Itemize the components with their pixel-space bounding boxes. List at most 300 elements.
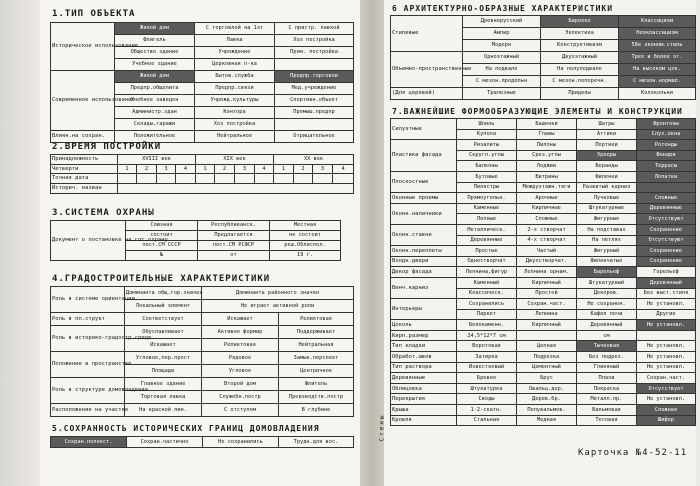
table-cell: Слух.окна bbox=[637, 129, 696, 140]
table-row bbox=[51, 378, 354, 391]
table-cell: 1 bbox=[118, 165, 137, 174]
table-cell bbox=[275, 59, 354, 71]
table-cell: Сложные bbox=[517, 214, 577, 225]
table-cell: Угловое,пер.прост bbox=[125, 352, 202, 365]
table-cell: Администр.здан bbox=[115, 107, 195, 119]
table-cell: 24,5*12*7 см bbox=[457, 330, 517, 341]
table-cell: Сохран.част. bbox=[517, 299, 577, 310]
table-cell: Металл.пр. bbox=[577, 394, 637, 405]
table-cell: Одноэтажный bbox=[463, 52, 541, 64]
table-cell: 4 bbox=[176, 165, 196, 174]
table-cell: Штукатурный bbox=[577, 277, 637, 288]
table-cell: Локальный элемент bbox=[125, 300, 202, 313]
construction-time-table bbox=[50, 154, 354, 194]
table-cell: Соответствует bbox=[125, 313, 202, 326]
table-cell bbox=[275, 119, 354, 131]
table-cell: Шпиль bbox=[457, 119, 517, 130]
table-cell: Скругл.углы bbox=[457, 150, 517, 161]
table-cell: Фонари bbox=[637, 150, 696, 161]
table-cell: Штукатурка bbox=[457, 383, 517, 394]
table-cell: Союзная bbox=[126, 221, 198, 231]
table-cell: Не установл. bbox=[637, 362, 696, 373]
table-cell: Нейтральное bbox=[195, 131, 275, 143]
table-row bbox=[51, 437, 354, 448]
table-cell: Каменные bbox=[457, 203, 517, 214]
table-row bbox=[391, 224, 696, 235]
table-cell: Полувальмов. bbox=[517, 405, 577, 416]
table-cell: Деревянный bbox=[577, 320, 637, 331]
card-number: Карточка №4-52-11 bbox=[578, 448, 688, 458]
table-cell: см bbox=[577, 330, 637, 341]
table-cell: Балконы bbox=[457, 161, 517, 172]
table-row bbox=[51, 23, 354, 35]
table-cell: Классицизм bbox=[619, 16, 696, 28]
table-cell: Брус bbox=[517, 373, 577, 384]
walls-group-label: Стены bbox=[378, 413, 386, 442]
table-cell: Приделы bbox=[541, 88, 619, 100]
table-cell: Лоджии bbox=[517, 161, 577, 172]
table-cell: не состоит bbox=[270, 231, 341, 241]
table-cell: Эркеры bbox=[577, 150, 637, 161]
table-cell: Без подрез. bbox=[577, 352, 637, 363]
table-cell: Главы bbox=[517, 129, 577, 140]
table-cell: Трудн.для вос. bbox=[279, 437, 354, 448]
table-cell: Декоров. bbox=[577, 288, 637, 299]
table-cell: 2 bbox=[215, 165, 235, 174]
protection-system-table bbox=[50, 220, 341, 261]
table-cell: Искажает bbox=[125, 339, 202, 352]
table-cell: 3 bbox=[235, 165, 255, 174]
table-cell: Промыш.предпр bbox=[275, 107, 354, 119]
table-row bbox=[391, 341, 696, 352]
table-cell: Фигурный bbox=[577, 246, 637, 257]
table-cell: 1 bbox=[196, 165, 215, 174]
table-row bbox=[391, 171, 696, 182]
table-row bbox=[51, 165, 354, 174]
table-cell: Развитый карниз bbox=[577, 182, 637, 193]
table-cell: Сложная bbox=[637, 405, 696, 416]
table-cell: Ошальц.дер. bbox=[517, 383, 577, 394]
table-cell: Частый bbox=[517, 246, 577, 257]
table-cell: Аттики bbox=[577, 129, 637, 140]
row-label: Историческое использование bbox=[51, 23, 115, 71]
table-cell: Площади bbox=[125, 365, 202, 378]
table-cell: Фронтоны bbox=[637, 119, 696, 130]
table-cell: Жилой дом bbox=[115, 23, 195, 35]
table-cell: Пилоны bbox=[517, 140, 577, 151]
table-row bbox=[391, 267, 696, 278]
table-cell: Витрины bbox=[517, 171, 577, 182]
row-label: Интерьеры bbox=[391, 299, 457, 320]
table-cell: Модерн bbox=[463, 40, 541, 52]
table-cell: Бытов.служба bbox=[195, 71, 275, 83]
table-cell: Производств.постр bbox=[279, 391, 354, 404]
table-cell: Цементный bbox=[517, 362, 577, 373]
table-cell: Служебн.постр bbox=[202, 391, 279, 404]
object-type-table bbox=[50, 22, 354, 143]
table-cell: 2 bbox=[294, 165, 313, 174]
table-cell: Деревянные bbox=[637, 203, 696, 214]
table-cell: 1 bbox=[274, 165, 294, 174]
table-cell: Четверти bbox=[51, 165, 118, 174]
elements-and-structures-table bbox=[390, 118, 696, 426]
table-cell: 4 bbox=[255, 165, 274, 174]
section-7-title: 7.ВАЖНЕЙШИЕ ФОРМООБРАЗУЮЩИЕ ЭЛЕМЕНТЫ И КОНСТРУКЦИИ bbox=[392, 107, 683, 116]
table-cell: XIX век bbox=[196, 155, 274, 165]
table-cell: Второй дом bbox=[202, 378, 279, 391]
table-cell: Неоклассицизм bbox=[619, 28, 696, 40]
table-cell: 4-х створчат bbox=[517, 235, 577, 246]
table-cell: Ризалиты bbox=[457, 140, 517, 151]
table-row bbox=[51, 71, 354, 83]
table-row bbox=[51, 174, 354, 184]
table-cell: Пилястры bbox=[457, 182, 517, 193]
table-cell: Колокольни bbox=[619, 88, 696, 100]
table-cell: Точная дата bbox=[51, 174, 118, 184]
table-cell: Не установл. bbox=[637, 352, 696, 363]
table-cell: С торговлей на 1эт bbox=[195, 23, 275, 35]
table-cell: Без выст.стиля bbox=[637, 288, 696, 299]
table-cell: пост.СМ РСФСР bbox=[198, 241, 270, 251]
table-row bbox=[51, 404, 354, 417]
table-row bbox=[391, 352, 696, 363]
row-label: Роль в историко-градостр.среде bbox=[51, 326, 125, 352]
table-cell: Отсутствуют bbox=[637, 235, 696, 246]
table-cell: Не установл. bbox=[637, 394, 696, 405]
table-cell: Не сохранен. bbox=[577, 299, 637, 310]
table-cell: Предлагается bbox=[198, 231, 270, 241]
table-row bbox=[391, 256, 696, 267]
table-cell: Двухэтажный bbox=[541, 52, 619, 64]
table-cell: Церковная п-ка bbox=[195, 59, 275, 71]
table-row bbox=[391, 88, 696, 100]
table-cell: Паркет bbox=[457, 309, 517, 320]
table-cell: Доминанта районного значен bbox=[202, 287, 354, 300]
table-cell: Прямоугольн. bbox=[457, 193, 517, 204]
table-cell: Жилой дом bbox=[115, 71, 195, 83]
table-cell: Глиняный bbox=[577, 362, 637, 373]
table-row bbox=[391, 52, 696, 64]
table-cell: Сохранение bbox=[637, 224, 696, 235]
table-cell: Историч. назван bbox=[51, 184, 118, 194]
table-cell: Сохран.част. bbox=[637, 373, 696, 384]
table-cell: Главное здание bbox=[125, 378, 202, 391]
row-label: Расположение на участке bbox=[51, 404, 125, 417]
row-label: Оконн.наличники bbox=[391, 203, 457, 224]
table-cell: Известковый bbox=[457, 362, 517, 373]
table-cell: Стальная bbox=[457, 415, 517, 426]
table-cell: Дерев.бр. bbox=[517, 394, 577, 405]
table-cell: Ротонды bbox=[637, 140, 696, 151]
table-row bbox=[51, 313, 354, 326]
table-cell: Флигель bbox=[279, 378, 354, 391]
table-cell: 1-2-скатн. bbox=[457, 405, 517, 416]
table-row bbox=[391, 383, 696, 394]
section-5-title: 5.СОХРАННОСТЬ ИСТОРИЧЕСКИХ ГРАНИЦ ДОМОВЛАДЕНИЯ bbox=[52, 424, 320, 433]
table-cell: Эклектика bbox=[541, 28, 619, 40]
table-cell: Бутовые bbox=[457, 171, 517, 182]
table-cell: 3 bbox=[313, 165, 333, 174]
table-row bbox=[51, 155, 354, 165]
row-label: Плоскостные bbox=[391, 171, 457, 192]
row-label: Оконн.ставни bbox=[391, 224, 457, 245]
table-cell: Сохранились bbox=[457, 299, 517, 310]
table-cell: Покраска bbox=[577, 383, 637, 394]
table-cell: Башенки bbox=[517, 119, 577, 130]
table-cell: Угловое bbox=[202, 365, 279, 378]
table-cell: Филенки bbox=[577, 171, 637, 182]
table-row bbox=[391, 362, 696, 373]
table-cell bbox=[313, 174, 333, 184]
table-cell: № bbox=[126, 251, 198, 261]
row-label: Влиян.на сохран. bbox=[51, 131, 115, 143]
table-cell: Флигель bbox=[115, 35, 195, 47]
table-row bbox=[391, 119, 696, 130]
table-cell: Цепная bbox=[517, 341, 577, 352]
table-cell: Простой bbox=[517, 288, 577, 299]
table-cell: Кирпичный bbox=[517, 320, 577, 331]
table-row bbox=[51, 352, 354, 365]
table-cell: 2 bbox=[137, 165, 157, 174]
section-1-title: 1.ТИП ОБЪЕКТА bbox=[52, 9, 136, 19]
table-row bbox=[391, 277, 696, 288]
table-cell: Срез.углы bbox=[517, 150, 577, 161]
row-label: Перекрытия bbox=[391, 394, 457, 405]
table-cell: Филенчатые bbox=[577, 256, 637, 267]
table-cell: Учрежд.культуры bbox=[195, 95, 275, 107]
table-cell bbox=[637, 330, 696, 341]
table-cell bbox=[118, 174, 137, 184]
table-cell: На полуподвале bbox=[541, 64, 619, 76]
table-cell: Учебное заведен bbox=[115, 95, 195, 107]
table-row bbox=[51, 287, 354, 300]
table-cell: Шатры bbox=[577, 119, 637, 130]
table-cell: Веротовая bbox=[457, 341, 517, 352]
table-cell: В глубине bbox=[279, 404, 354, 417]
table-row bbox=[391, 246, 696, 257]
table-cell: С мезон.нормал. bbox=[619, 76, 696, 88]
table-cell: Предпр.общепита bbox=[115, 83, 195, 95]
row-label: (Для церквей) bbox=[391, 88, 463, 100]
table-cell: Предпр.связи bbox=[195, 83, 275, 95]
table-cell: от bbox=[198, 251, 270, 261]
table-cell bbox=[333, 174, 354, 184]
table-cell: XVIII век bbox=[118, 155, 196, 165]
table-row bbox=[391, 320, 696, 331]
table-cell: Мед.учреждение bbox=[275, 83, 354, 95]
table-cell: Ампир bbox=[463, 28, 541, 40]
table-cell: Купола bbox=[457, 129, 517, 140]
row-label: Декор фасада bbox=[391, 267, 457, 278]
table-cell: Бревно bbox=[457, 373, 517, 384]
table-cell: Одностворчат bbox=[457, 256, 517, 267]
table-cell: Тесовая bbox=[577, 415, 637, 426]
table-row bbox=[391, 394, 696, 405]
table-cell: Искажает bbox=[202, 313, 279, 326]
table-cell: С мезон.поперечн. bbox=[541, 76, 619, 88]
table-row bbox=[391, 405, 696, 416]
table-cell: Каменный bbox=[457, 277, 517, 288]
table-cell: Отрицательное bbox=[275, 131, 354, 143]
table-cell: Не играет активной роли bbox=[202, 300, 354, 313]
table-cell bbox=[517, 330, 577, 341]
row-label: Крыша bbox=[391, 405, 457, 416]
table-cell: Плахи bbox=[577, 373, 637, 384]
table-cell: Активно формир bbox=[202, 326, 279, 339]
table-cell: Сохран.частично bbox=[127, 437, 203, 448]
row-label: Документ о постановке на гос.охрану bbox=[51, 221, 126, 261]
table-cell: Вальмовая bbox=[577, 405, 637, 416]
table-cell: Предпр.торговли bbox=[275, 71, 354, 83]
table-cell: Простые bbox=[457, 246, 517, 257]
table-cell: XX век bbox=[274, 155, 354, 165]
table-cell bbox=[215, 174, 235, 184]
table-cell: Веранды bbox=[577, 161, 637, 172]
row-label: Роль в структуре домовладения bbox=[51, 378, 125, 404]
table-cell: Лепнина bbox=[517, 309, 577, 320]
architectural-characteristics-table bbox=[390, 15, 696, 100]
row-label: Кровля bbox=[391, 415, 457, 426]
table-cell: Поддерживает bbox=[279, 326, 354, 339]
row-label: Оконные проемы bbox=[391, 193, 457, 204]
table-cell: Лепнина,фигур bbox=[457, 267, 517, 278]
table-cell: Отсутствует bbox=[637, 383, 696, 394]
table-cell: Не установл. bbox=[637, 299, 696, 310]
table-row bbox=[51, 221, 341, 231]
table-cell: Древнерусский bbox=[463, 16, 541, 28]
row-label: Обработ.швов bbox=[391, 352, 457, 363]
table-cell bbox=[274, 174, 294, 184]
row-label: Цоколь bbox=[391, 320, 457, 331]
table-cell: Шифер bbox=[637, 415, 696, 426]
table-cell: Сохран.полност. bbox=[51, 437, 127, 448]
table-cell: Спортивн.объект bbox=[275, 95, 354, 107]
table-cell: Кирпичные bbox=[517, 203, 577, 214]
row-label: Положение в пространстве bbox=[51, 352, 125, 378]
table-cell: С отступом bbox=[202, 404, 279, 417]
table-row bbox=[391, 299, 696, 310]
table-cell: пост.СМ СССР bbox=[126, 241, 198, 251]
table-cell: Рядовое bbox=[202, 352, 279, 365]
row-label: Облицовка bbox=[391, 383, 457, 394]
table-cell: реш.Облиспол. bbox=[270, 241, 341, 251]
table-cell: Сохранение bbox=[637, 246, 696, 257]
table-cell: 2-х створчат bbox=[517, 224, 577, 235]
table-cell: Местная bbox=[270, 221, 341, 231]
table-cell: Белокаменн. bbox=[457, 320, 517, 331]
table-cell: С пристр. лавкой bbox=[275, 23, 354, 35]
table-cell: На высоком цок. bbox=[619, 64, 696, 76]
table-cell: Металлическ. bbox=[457, 224, 517, 235]
table-row bbox=[51, 184, 354, 194]
table-cell: Лавка bbox=[195, 35, 275, 47]
table-row bbox=[391, 330, 696, 341]
table-cell: Трех и более эт. bbox=[619, 52, 696, 64]
table-cell: Трапезные bbox=[463, 88, 541, 100]
section-6-title: 6 АРХИТЕКТУРНО-ОБРАЗНЫЕ ХАРАКТЕРИСТИКИ bbox=[392, 4, 614, 13]
table-cell: Контора bbox=[195, 107, 275, 119]
table-cell: Барокко bbox=[541, 16, 619, 28]
row-label: Венч.карниз bbox=[391, 277, 457, 298]
table-cell bbox=[637, 182, 696, 193]
table-cell: Горельеф bbox=[637, 267, 696, 278]
table-cell: Штукатурные bbox=[577, 203, 637, 214]
table-row bbox=[391, 193, 696, 204]
table-cell: Хоз постройка bbox=[275, 35, 354, 47]
table-cell: 19 г. bbox=[270, 251, 341, 261]
boundaries-table bbox=[50, 436, 354, 448]
row-label: Кирп.размер bbox=[391, 330, 457, 341]
table-row bbox=[51, 326, 354, 339]
table-cell: Тычковая bbox=[577, 341, 637, 352]
table-cell: Лепнина орнам. bbox=[517, 267, 577, 278]
table-cell: Подрезка bbox=[517, 352, 577, 363]
table-cell bbox=[118, 184, 354, 194]
table-cell: Кирпичный bbox=[517, 277, 577, 288]
left-margin bbox=[0, 0, 40, 486]
table-cell: На петлях bbox=[577, 235, 637, 246]
row-label: Силуэтные bbox=[391, 119, 457, 140]
row-label: Тип кладки bbox=[391, 341, 457, 352]
row-label: Пластика фасада bbox=[391, 140, 457, 172]
urban-characteristics-table bbox=[50, 286, 354, 417]
section-4-title: 4.ГРАДОСТРОИТЕЛЬНЫЕ ХАРАКТЕРИСТИКИ bbox=[52, 274, 271, 284]
table-cell: Реликтовая bbox=[202, 339, 279, 352]
table-cell bbox=[235, 174, 255, 184]
row-label: Тип раствора bbox=[391, 362, 457, 373]
table-cell: состоит bbox=[126, 231, 198, 241]
table-cell: Хоз постройка bbox=[195, 119, 275, 131]
table-cell: 3 bbox=[157, 165, 176, 174]
row-label: Современное использование bbox=[51, 71, 115, 131]
row-label: Роль в пл.структ bbox=[51, 313, 125, 326]
table-cell: Доминанта общ.гор.значен bbox=[125, 287, 202, 300]
table-row bbox=[51, 131, 354, 143]
table-cell: Не установл. bbox=[637, 320, 696, 331]
table-cell: Своды bbox=[457, 394, 517, 405]
table-cell: На подставах bbox=[577, 224, 637, 235]
table-cell: Принадлежность bbox=[51, 155, 118, 165]
table-cell: Сложные bbox=[637, 193, 696, 204]
table-cell: Затирка bbox=[457, 352, 517, 363]
row-label: Деревянные bbox=[391, 373, 457, 384]
table-cell: Склады,гаражи bbox=[115, 119, 195, 131]
table-cell: Арочные bbox=[517, 193, 577, 204]
table-cell: Лепные bbox=[457, 214, 517, 225]
table-cell: Конструктивизм bbox=[541, 40, 619, 52]
table-cell: Общество здание bbox=[115, 47, 195, 59]
table-cell: Террасы bbox=[637, 161, 696, 172]
table-cell bbox=[196, 174, 215, 184]
table-cell: Классическ. bbox=[457, 288, 517, 299]
table-cell: Портики bbox=[577, 140, 637, 151]
table-row bbox=[391, 140, 696, 151]
table-cell: Междуэтажн.тяги bbox=[517, 182, 577, 193]
table-cell: Центричное bbox=[279, 365, 354, 378]
row-label: Входн.двери bbox=[391, 256, 457, 267]
row-label: Стилевые bbox=[391, 16, 463, 52]
table-cell: Торговая лавка bbox=[125, 391, 202, 404]
table-row bbox=[391, 16, 696, 28]
row-label: Роль в системе ориентации bbox=[51, 287, 125, 313]
table-cell: Двухстворчат. bbox=[517, 256, 577, 267]
table-cell: Нейтральная bbox=[279, 339, 354, 352]
table-cell bbox=[294, 174, 313, 184]
table-cell: Реликтовая bbox=[279, 313, 354, 326]
table-row bbox=[391, 415, 696, 426]
table-cell: Не установл. bbox=[637, 341, 696, 352]
table-cell: С мезон.продольн bbox=[463, 76, 541, 88]
